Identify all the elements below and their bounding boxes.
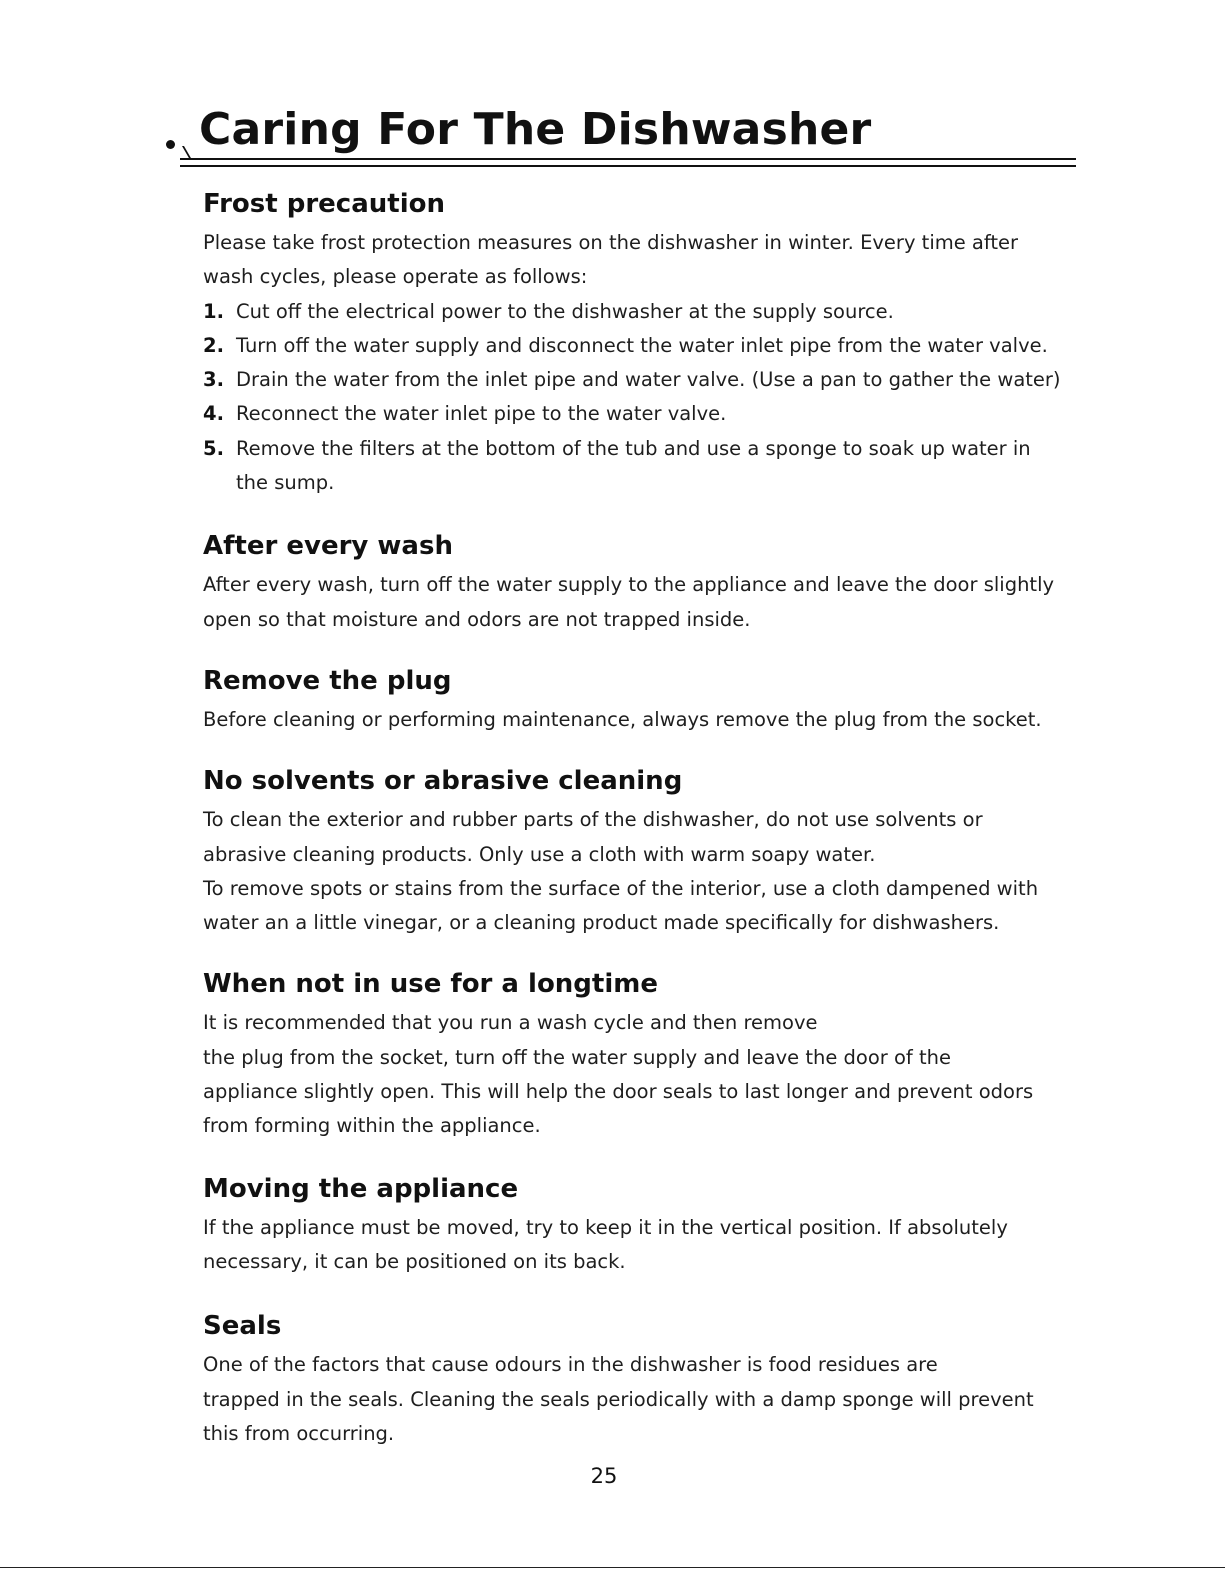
paragraph-line: One of the factors that cause odours in the dishwasher is food residues are (203, 1353, 938, 1377)
section-heading: After every wash (203, 531, 453, 562)
paragraph-line: the plug from the socket, turn off the water supply and leave the door of the (203, 1045, 951, 1069)
section-after-every-wash (203, 524, 1103, 637)
paragraph-line: Please take frost protection measures on the dishwasher in winter. Every time after (203, 231, 1019, 254)
paragraph-line: necessary, it can be positioned on its back. (203, 1249, 626, 1273)
page-content (203, 182, 1103, 1451)
step-text: Remove the filters at the bottom of the tub and use a sponge to soak up water in (236, 436, 1031, 460)
page-title: Caring For The Dishwasher (199, 104, 872, 155)
paragraph-line: To remove spots or stains from the surface of the interior, use a cloth dampened with (203, 876, 1039, 900)
step-number: 2. (203, 333, 224, 357)
paragraph-line: open so that moisture and odors are not trapped inside. (203, 607, 751, 631)
step-item-continuation (203, 466, 1103, 500)
section-remove-the-plug (203, 659, 1103, 737)
paragraph-line: It is recommended that you run a wash cycle and then remove (203, 1011, 818, 1035)
section-heading: Frost precaution (203, 189, 445, 219)
paragraph-line: appliance slightly open. This will help the door seals to last longer and prevent odors (203, 1080, 1034, 1104)
section-heading: Moving the appliance (203, 1173, 519, 1204)
section-heading: Remove the plug (203, 665, 452, 696)
paragraph-line: abrasive cleaning products. Only use a cloth with warm soapy water. (203, 842, 876, 866)
step-text: Turn off the water supply and disconnect the water inlet pipe from the water valve. (236, 333, 1048, 357)
step-number: 1. (203, 299, 224, 323)
section-heading: No solvents or abrasive cleaning (203, 766, 683, 797)
step-number: 4. (203, 402, 224, 426)
step-number: 5. (203, 436, 224, 460)
paragraph-line: If the appliance must be moved, try to keep it in the vertical position. If absolutely (203, 1215, 1008, 1239)
title-rule-bottom (180, 165, 1076, 167)
step-item (203, 397, 1103, 431)
section-heading: When not in use for a longtime (203, 969, 658, 1000)
section-seals (203, 1304, 1103, 1451)
paragraph-line: After every wash, turn off the water supply to the appliance and leave the door slightly (203, 573, 1055, 597)
step-number: 3. (203, 368, 224, 392)
section-not-in-use (203, 962, 1103, 1143)
section-frost-precaution (203, 182, 1103, 500)
section-moving-the-appliance (203, 1167, 1103, 1280)
step-text: Cut off the electrical power to the dishwasher at the supply source. (236, 299, 894, 323)
section-no-solvents (203, 759, 1103, 940)
page-bottom-edge (0, 1567, 1225, 1568)
paragraph-line: from forming within the appliance. (203, 1114, 541, 1138)
step-item (203, 432, 1103, 466)
step-text: Reconnect the water inlet pipe to the water valve. (236, 402, 727, 426)
paragraph-line: wash cycles, please operate as follows: (203, 265, 588, 289)
paragraph-line: To clean the exterior and rubber parts of the dishwasher, do not use solvents or (203, 808, 983, 832)
paragraph-line: this from occurring. (203, 1421, 395, 1445)
paragraph-line: trapped in the seals. Cleaning the seals periodically with a damp sponge will prevent (203, 1387, 1034, 1411)
title-rule-top (180, 158, 1076, 160)
page-number: 25 (590, 1464, 618, 1488)
step-item (203, 363, 1103, 397)
step-text: the sump. (236, 471, 335, 495)
paragraph-line: water an a little vinegar, or a cleaning product made specifically for dishwashers. (203, 911, 1000, 935)
frost-steps-list (203, 295, 1103, 501)
step-item (203, 329, 1103, 363)
step-text: Drain the water from the inlet pipe and water valve. (Use a pan to gather the water) (236, 368, 1061, 392)
step-item (203, 295, 1103, 329)
section-heading: Seals (203, 1311, 282, 1342)
paragraph-line: Before cleaning or performing maintenance, always remove the plug from the socket. (203, 707, 1042, 731)
